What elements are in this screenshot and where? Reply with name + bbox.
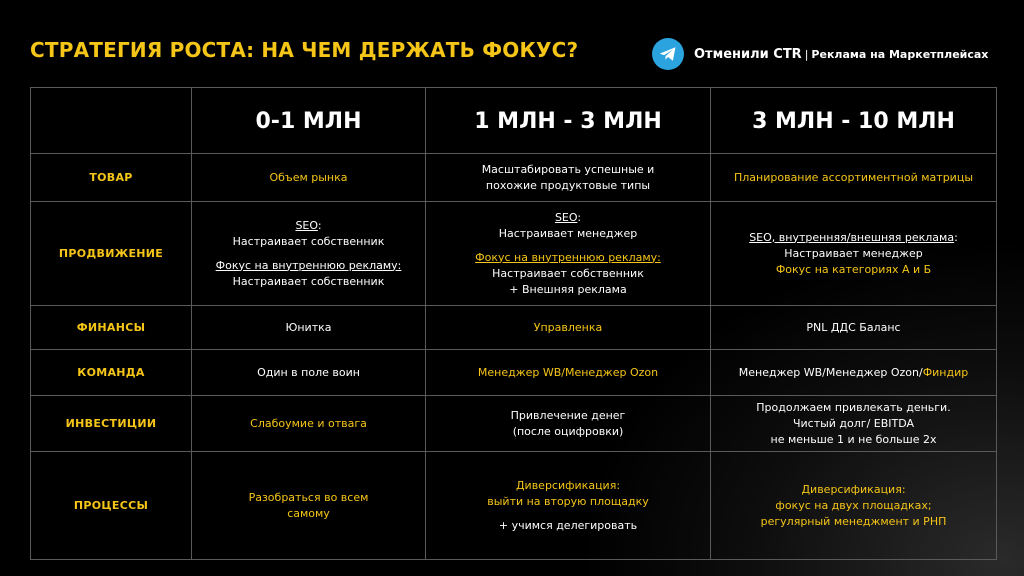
table-row: [31, 306, 997, 350]
row-label-process: ПРОЦЕССЫ: [31, 452, 192, 560]
cell-line: Привлечение денег: [510, 408, 626, 422]
seo-link: SEO: [554, 210, 578, 224]
row-label-team: КОМАНДА: [31, 350, 192, 396]
cell-line: выйти на вторую площадку: [487, 494, 649, 508]
cell: [711, 202, 997, 306]
cell: [711, 452, 997, 560]
cell-text: Финдир: [922, 365, 969, 379]
cell-line: Настраивает собственник: [232, 234, 385, 248]
cell-line: Разобраться во всем: [248, 490, 369, 504]
table-row: [31, 396, 997, 452]
cell-line: Диверсификация:: [515, 478, 621, 492]
cell-line: не меньше 1 и не больше 2х: [770, 432, 937, 446]
table-row: [31, 202, 997, 306]
cell: Слабоумие и отвага: [192, 396, 426, 452]
cell: [192, 202, 426, 306]
cell-line: Масштабировать успешные и: [481, 162, 655, 176]
cell: Планирование ассортиментной матрицы: [711, 154, 997, 202]
brand-block[interactable]: [652, 38, 988, 70]
brand-name: Отменили CTR: [694, 46, 802, 62]
cell: Объем рынка: [192, 154, 426, 202]
cell-line: + учимся делегировать: [498, 518, 638, 532]
cell-line: Настраивает собственник: [492, 266, 644, 280]
cell-line: фокус на двух площадках;: [775, 498, 932, 512]
cell: [426, 452, 711, 560]
cell: Менеджер WB/Менеджер Ozon: [426, 350, 711, 396]
page-title: СТРАТЕГИЯ РОСТА: НА ЧЕМ ДЕРЖАТЬ ФОКУС?: [30, 38, 579, 62]
cell: [711, 396, 997, 452]
telegram-icon[interactable]: [652, 38, 684, 70]
cell-line: Чистый долг/ EBITDA: [792, 416, 915, 430]
table-row: [31, 154, 997, 202]
focus-label: Фокус на внутреннюю рекламу:: [215, 258, 402, 272]
cell-line: самому: [287, 506, 330, 520]
cell-line: Настраивает менеджер: [498, 226, 638, 240]
cell: [192, 452, 426, 560]
table-row: [31, 452, 997, 560]
colon: :: [954, 230, 958, 244]
cell: Один в поле воин: [192, 350, 426, 396]
seo-link: SEO, внутренняя/внешняя реклама: [749, 230, 955, 244]
cell-line: Настраивает собственник: [232, 274, 385, 288]
colon: :: [577, 210, 582, 224]
row-label-promo: ПРОДВИЖЕНИЕ: [31, 202, 192, 306]
column-header: 3 МЛН - 10 МЛН: [711, 88, 997, 154]
row-label-tovar: ТОВАР: [31, 154, 192, 202]
cell: PNL ДДС Баланс: [711, 306, 997, 350]
row-label-finance: ФИНАНСЫ: [31, 306, 192, 350]
cell: [426, 202, 711, 306]
table-row: [31, 350, 997, 396]
cell: Юнитка: [192, 306, 426, 350]
row-label-invest: ИНВЕСТИЦИИ: [31, 396, 192, 452]
colon: :: [317, 218, 322, 232]
cell-line: (после оцифровки): [512, 424, 624, 438]
cell: [426, 154, 711, 202]
cell: Управленка: [426, 306, 711, 350]
column-header: 0-1 МЛН: [192, 88, 426, 154]
strategy-table: [30, 87, 997, 560]
focus-label: Фокус на внутреннюю рекламу:: [475, 250, 661, 264]
cell-line: похожие продуктовые типы: [485, 178, 651, 192]
column-header: 1 МЛН - 3 МЛН: [426, 88, 711, 154]
cell-line: Диверсификация:: [801, 482, 906, 496]
header-empty-cell: [31, 88, 192, 154]
cell: [711, 350, 997, 396]
cell-line: регулярный менеджмент и РНП: [760, 514, 947, 528]
brand-separator: |: [804, 47, 809, 61]
brand-subtitle: Реклама на Маркетплейсах: [811, 47, 989, 61]
cell-line: Продолжаем привлекать деньги.: [756, 400, 951, 414]
seo-link: SEO: [295, 218, 318, 232]
cell-line: Настраивает менеджер: [784, 246, 923, 260]
cell-text: Менеджер WB/Менеджер Ozon/: [738, 365, 923, 379]
table-header-row: [31, 88, 997, 154]
cell-line: + Внешняя реклама: [509, 282, 627, 296]
cell-line: Фокус на категориях А и Б: [775, 262, 932, 276]
cell: [426, 396, 711, 452]
